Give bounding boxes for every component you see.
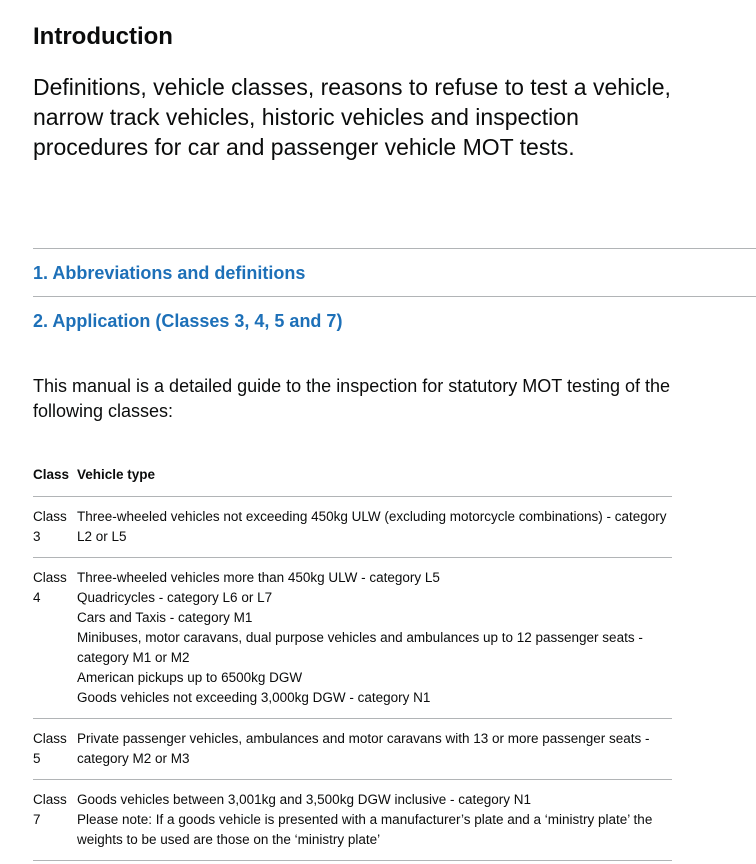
vehicle-type-line: Please note: If a goods vehicle is presented with a manufacturer’s plate and a ‘ministry plate’ the weights to be used are those on the ‘ministry plate’: [77, 812, 653, 847]
section-application: [33, 296, 756, 344]
class-cell: Class 3: [33, 497, 77, 558]
section-link-abbreviations[interactable]: 1. Abbreviations and definitions: [33, 262, 306, 283]
vehicle-type-cell: [77, 719, 672, 780]
table-header-row: [33, 464, 672, 497]
section-abbreviations: [33, 248, 756, 296]
section-link-application[interactable]: 2. Application (Classes 3, 4, 5 and 7): [33, 310, 343, 331]
vehicle-type-line: Three-wheeled vehicles more than 450kg ULW - category L5: [77, 570, 440, 585]
vehicle-type-cell: [77, 780, 672, 861]
vehicle-type-cell: [77, 558, 672, 719]
class-cell: Class 4: [33, 558, 77, 719]
table-row: [33, 558, 672, 719]
column-header-vehicle-type: Vehicle type: [77, 464, 672, 497]
page-title: Introduction: [33, 23, 173, 50]
table-row: [33, 780, 672, 861]
vehicle-type-line: Quadricycles - category L6 or L7: [77, 590, 273, 605]
application-intro-text: This manual is a detailed guide to the inspection for statutory MOT testing of the following classes:: [33, 376, 671, 421]
table-row: [33, 497, 672, 558]
vehicle-type-line: Goods vehicles between 3,001kg and 3,500kg DGW inclusive - category N1: [77, 792, 531, 807]
vehicle-classes-table: [33, 464, 672, 861]
vehicle-type-cell: [77, 497, 672, 558]
vehicle-type-line: Private passenger vehicles, ambulances and motor caravans with 13 or more passenger seats - category M2 or M3: [77, 731, 650, 766]
table-row: [33, 719, 672, 780]
vehicle-type-line: Minibuses, motor caravans, dual purpose vehicles and ambulances up to 12 passenger seats - category M1 or M2: [77, 630, 643, 665]
vehicle-type-line: Three-wheeled vehicles not exceeding 450kg ULW (excluding motorcycle combinations) - category L2 or L5: [77, 509, 667, 544]
vehicle-type-line: Goods vehicles not exceeding 3,000kg DGW - category N1: [77, 690, 431, 705]
lede-summary: Definitions, vehicle classes, reasons to refuse to test a vehicle, narrow track vehicles, historic vehicles and inspection procedures for car and passenger vehicle MOT tests.: [33, 74, 671, 160]
class-cell: Class 5: [33, 719, 77, 780]
vehicle-type-line: Cars and Taxis - category M1: [77, 610, 253, 625]
class-cell: Class 7: [33, 780, 77, 861]
column-header-class: Class: [33, 464, 77, 497]
section-list: [33, 248, 756, 344]
vehicle-type-line: American pickups up to 6500kg DGW: [77, 670, 303, 685]
